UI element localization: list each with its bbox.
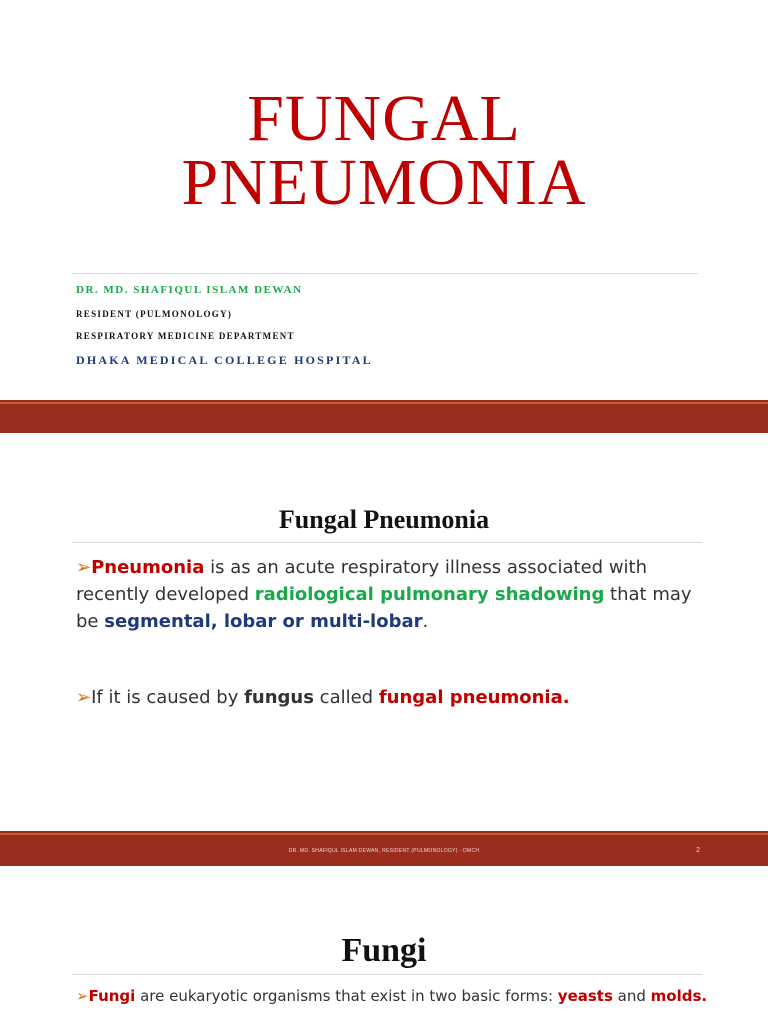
heading-divider <box>72 542 702 543</box>
slide-heading: Fungi <box>341 932 427 969</box>
arrow-bullet-icon: ➢ <box>76 987 89 1005</box>
content-slide-3 <box>0 866 768 1024</box>
author-position: RESIDENT (PULMONOLOGY) <box>76 309 233 319</box>
title-slide <box>0 0 768 400</box>
slide-title-line1: FUNGAL <box>247 82 521 155</box>
bullet-paragraph: ➢If it is caused by fungus called fungal pneumonia. <box>76 687 570 708</box>
author-hospital: DHAKA MEDICAL COLLEGE HOSPITAL <box>76 353 373 367</box>
slide-heading: Fungal Pneumonia <box>278 505 490 534</box>
arrow-bullet-icon: ➢ <box>76 687 92 708</box>
slide-footer-band <box>0 831 768 866</box>
page-number: 2 <box>696 847 700 854</box>
author-name: DR. MD. SHAFIQUL ISLAM DEWAN <box>76 284 303 296</box>
slide-title-line2: PNEUMONIA <box>181 146 587 219</box>
heading-divider <box>72 974 702 975</box>
arrow-bullet-icon: ➢ <box>76 557 92 578</box>
content-slide-2 <box>0 433 768 831</box>
slide-footer-text: DR. MD. SHAFIQUL ISLAM DEWAN, RESIDENT (PULMONOLOGY) - DMCH <box>288 848 480 854</box>
slide-footer-band <box>0 400 768 433</box>
bullet-paragraph: ➢Fungi are eukaryotic organisms that exist in two basic forms: yeasts and molds. <box>76 987 708 1005</box>
title-divider <box>72 273 698 274</box>
bullet-paragraph: ➢Pneumonia is as an acute respiratory illness associated with recently developed radiological pulmonary shadowing that may be segmental, lobar or multi-lobar. <box>76 557 692 632</box>
author-department: RESPIRATORY MEDICINE DEPARTMENT <box>76 331 295 341</box>
